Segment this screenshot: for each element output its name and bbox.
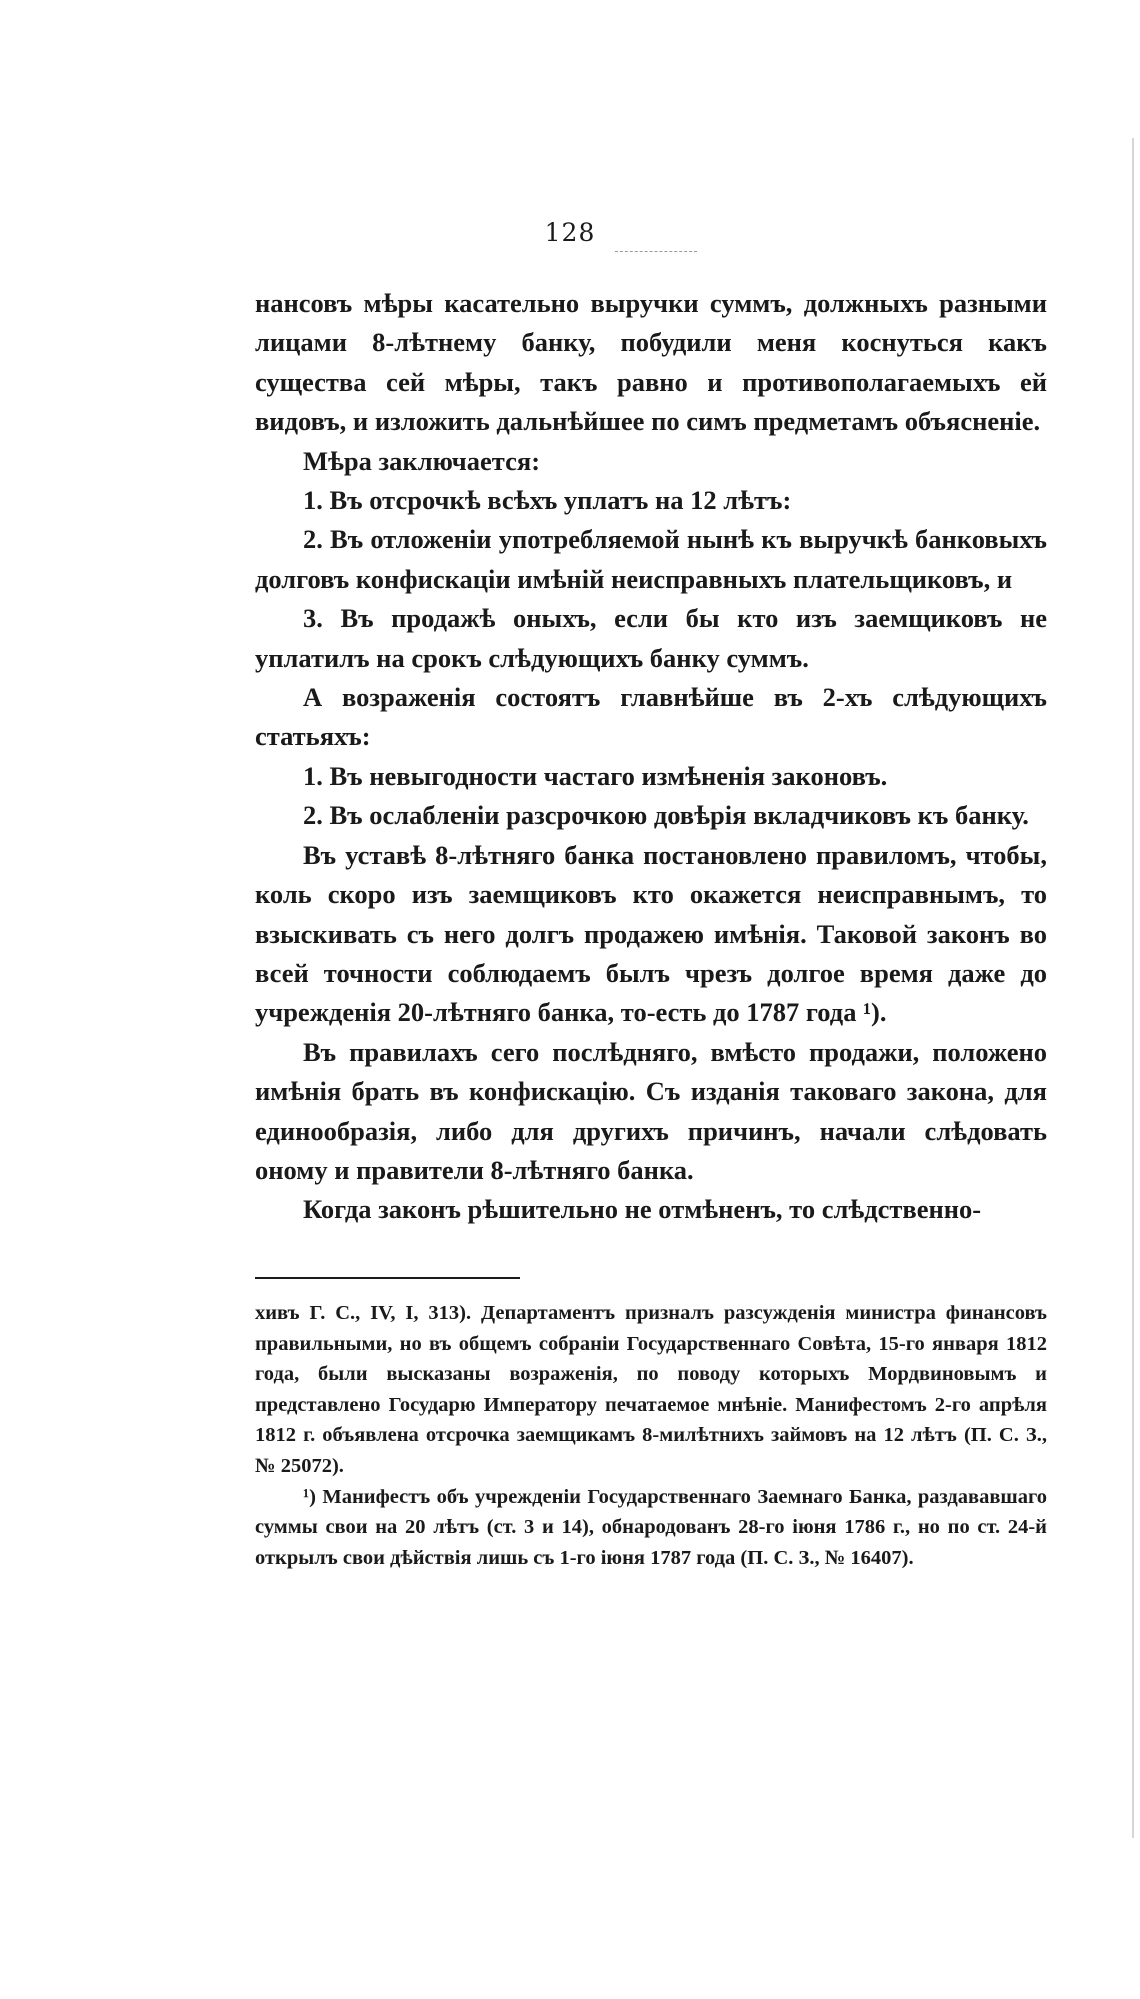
paragraph: Въ уставѣ 8-лѣтняго банка постановлено правиломъ, чтобы, коль скоро изъ заемщиковъ кто окажется неисправнымъ, то взыскивать съ него долгъ продажею имѣнія. Таковой законъ во всей точности соблюдаемъ былъ чрезъ долгое время даже до учрежденія 20-лѣтняго банка, то-есть до 1787 года ¹). xyxy=(255,839,1047,1028)
list-item: 1. Въ невыгодности частаго измѣненія законовъ. xyxy=(303,760,888,791)
paragraph: Въ правилахъ сего послѣдняго, вмѣсто продажи, положено имѣнія брать въ конфискацію. Съ изданія таковаго закона, для единообразія, либо для другихъ причинъ, начали слѣдовать оному и правители 8-лѣтняго банка. xyxy=(255,1036,1047,1185)
paragraph: А возраженія состоятъ главнѣйше въ 2-хъ слѣдующихъ статьяхъ: xyxy=(255,682,1047,752)
paragraph-continuation: нансовъ мѣры касательно выручки суммъ, должныхъ разными лицами 8-лѣтнему банку, побудили меня коснуться какъ существа сей мѣры, такъ равно и противополагаемыхъ ей видовъ, и изложить дальнѣйшее по симъ предметамъ объясненіе. xyxy=(255,288,1047,437)
main-text xyxy=(255,284,1047,1230)
footnotes xyxy=(255,1298,1047,1573)
paragraph: Мѣра заключается: xyxy=(303,445,541,476)
page-number-underline xyxy=(615,251,697,252)
footnote-1: ¹) Манифестъ объ учрежденіи Государственнаго Заемнаго Банка, раздававшаго суммы свои на 20 лѣтъ (ст. 3 и 14), обнародованъ 28-го іюня 1786 г., но по ст. 24-й открылъ свои дѣйствія лишь съ 1-го іюня 1787 года (П. С. З., № 16407). xyxy=(255,1485,1047,1569)
list-item: 1. Въ отсрочкѣ всѣхъ уплатъ на 12 лѣтъ: xyxy=(303,485,792,516)
list-item: 2. Въ ослабленіи разсрочкою довѣрія вкладчиковъ къ банку. xyxy=(303,800,1029,831)
list-item: 3. Въ продажѣ оныхъ, если бы кто изъ заемщиковъ не уплатилъ на срокъ слѣдующихъ банку суммъ. xyxy=(255,603,1047,673)
list-item: 2. Въ отложеніи употребляемой нынѣ къ выручкѣ банковыхъ долговъ конфискаціи имѣній неисправныхъ плательщиковъ, и xyxy=(255,524,1047,594)
page-edge-shadow xyxy=(1132,138,1134,1838)
paragraph: Когда законъ рѣшительно не отмѣненъ, то слѣдственно- xyxy=(303,1194,982,1225)
footnote-separator xyxy=(255,1277,520,1279)
footnote-continued: хивъ Г. С., IV, I, 313). Департаментъ призналъ разсужденія министра финансовъ правильными, но въ общемъ собраніи Государственнаго Совѣта, 15-го января 1812 года, были высказаны возраженія, по поводу которыхъ Мордвиновымъ и представлено Государю Императору печатаемое мнѣніе. Манифестомъ 2-го апрѣля 1812 г. объявлена отсрочка заемщикамъ 8-милѣтнихъ займовъ на 12 лѣтъ (П. С. З., № 25072). xyxy=(255,1302,1047,1477)
page-number: 128 xyxy=(544,218,596,247)
